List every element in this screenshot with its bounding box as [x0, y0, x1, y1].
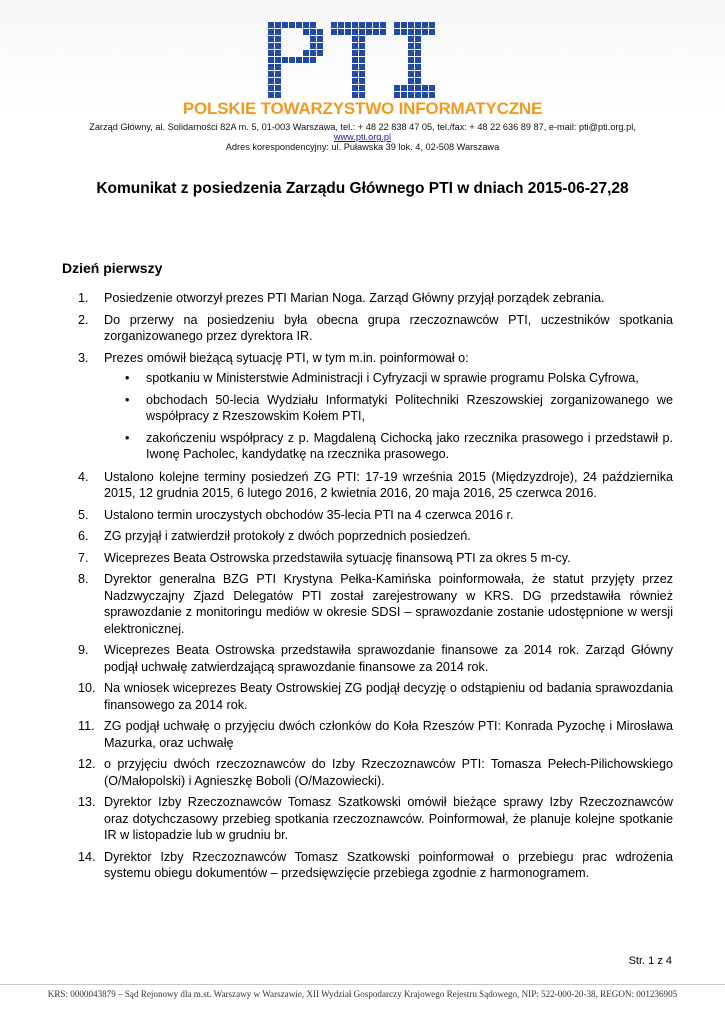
- logo-pixel: [352, 92, 358, 98]
- logo-pixel: [317, 50, 323, 56]
- logo-pixel: [429, 92, 435, 98]
- footer-registration: KRS: 0000043879 – Sąd Rejonowy dla m.st. Warszawy w Warszawie, XII Wydział Gospodarczy Krajowego Rejestru Sądowego, NIP: 522-000-20-38, REGON: 001236905: [47, 989, 678, 999]
- logo-pixel: [275, 85, 281, 91]
- logo-pixel: [268, 57, 274, 63]
- logo-pixel: [415, 85, 421, 91]
- logo-pixel: [359, 64, 365, 70]
- logo-pixel: [401, 22, 407, 28]
- logo-pixel: [310, 22, 316, 28]
- logo-pixel: [310, 36, 316, 42]
- organization-name: POLSKIE TOWARZYSTWO INFORMATYCZNE: [182, 99, 543, 118]
- logo-pixel: [359, 78, 365, 84]
- logo-pixel: [408, 50, 414, 56]
- sub-item-text: spotkaniu w Ministerstwie Administracji i Cyfryzacji w sprawie programu Polska Cyfrowa,: [146, 371, 639, 385]
- item-text: o przyjęciu dwóch rzeczoznawców do Izby Rzeczoznawców PTI: Tomasza Pełech-Pilichowskiego (O/Małopolski) i Agnieszkę Boboli (O/Mazowiecki).: [104, 757, 673, 788]
- list-item: [78, 794, 673, 844]
- logo-pixel: [352, 57, 358, 63]
- logo-pixel: [275, 92, 281, 98]
- logo-pixel: [289, 22, 295, 28]
- list-item: [78, 680, 673, 713]
- list-item: [78, 718, 673, 751]
- logo-pixel: [408, 43, 414, 49]
- logo-pixel: [352, 71, 358, 77]
- logo-pixel: [422, 85, 428, 91]
- logo-pixel: [303, 29, 309, 35]
- logo-pixel: [366, 29, 372, 35]
- logo-pixel: [422, 92, 428, 98]
- page-number: Str. 1 z 4: [628, 955, 672, 967]
- logo-pixel: [415, 50, 421, 56]
- item-number: 5.: [78, 507, 89, 522]
- logo-pixel: [296, 57, 302, 63]
- logo-pixel: [415, 57, 421, 63]
- logo-pixel: [394, 92, 400, 98]
- logo-pixel: [268, 85, 274, 91]
- logo-pixel: [415, 43, 421, 49]
- item-text: Dyrektor Izby Rzeczoznawców Tomasz Szatkowski omówił bieżące sprawy Izby Rzeczoznawców oraz dotychczasowy przebieg spotkania rzeczoznawców. Poinformował, że planuje kolejne spotkanie IR w listopadzie lub w grudniu br.: [104, 795, 673, 842]
- logo-pixel: [289, 57, 295, 63]
- logo-pixel: [275, 78, 281, 84]
- logo-pixel: [310, 29, 316, 35]
- logo-pixel: [422, 29, 428, 35]
- logo-pixel: [352, 64, 358, 70]
- logo-pixel: [408, 64, 414, 70]
- logo-pixel: [268, 71, 274, 77]
- logo-pixel: [394, 22, 400, 28]
- list-item: [78, 290, 673, 307]
- logo-pixel: [401, 29, 407, 35]
- logo-pixel: [303, 22, 309, 28]
- logo-pixel: [415, 78, 421, 84]
- logo-pixel: [359, 57, 365, 63]
- correspondence-address: Adres korespondencyjny: ul. Puławska 39 lok. 4, 02-508 Warszawa: [225, 142, 500, 152]
- logo-pixel: [352, 43, 358, 49]
- logo-pixel: [317, 29, 323, 35]
- item-text: ZG podjął uchwałę o przyjęciu dwóch członków do Koła Rzeszów PTI: Konrada Pyzochę i Mirosława Mazurka, oraz uchwałę: [104, 719, 673, 750]
- pti-logo: [268, 22, 458, 100]
- logo-pixel: [268, 36, 274, 42]
- sub-list-item: [78, 392, 673, 425]
- logo-pixel: [408, 36, 414, 42]
- item-text: Ustalono kolejne terminy posiedzeń ZG PTI: 17-19 września 2015 (Międzyzdroje), 24 października 2015, 12 grudnia 2015, 6 lutego 2016, 2 kwietnia 2016, 20 maja 2016, 25 czerwca 2016.: [104, 469, 673, 500]
- bullet: •: [125, 430, 130, 445]
- sub-item-text: zakończeniu współpracy z p. Magdaleną Cichocką jako rzecznika prasowego i przedstawił p. Iwonę Pacholec, kandydatkę na rzecznika prasowego.: [146, 430, 673, 461]
- logo-pixel: [373, 22, 379, 28]
- sub-list-item: [78, 430, 673, 463]
- logo-pixel: [282, 57, 288, 63]
- item-number: 12.: [78, 757, 96, 771]
- item-number: 3.: [78, 350, 89, 365]
- logo-pixel: [415, 22, 421, 28]
- logo-pixel: [352, 29, 358, 35]
- logo-pixel: [408, 71, 414, 77]
- item-number: 14.: [78, 849, 96, 864]
- logo-pixel: [359, 22, 365, 28]
- logo-pixel: [373, 29, 379, 35]
- logo-pixel: [415, 36, 421, 42]
- logo-pixel: [268, 78, 274, 84]
- logo-pixel: [275, 36, 281, 42]
- logo-pixel: [310, 43, 316, 49]
- item-number: 10.: [78, 681, 96, 695]
- item-text: Do przerwy na posiedzeniu była obecna grupa rzeczoznawców PTI, uczestników spotkania zorganizowanego przez dyrektora IR.: [104, 312, 673, 343]
- logo-pixel: [359, 85, 365, 91]
- bullet: •: [125, 392, 130, 407]
- logo-pixel: [408, 29, 414, 35]
- logo-pixel: [275, 43, 281, 49]
- item-number: 1.: [78, 291, 89, 305]
- logo-pixel: [338, 22, 344, 28]
- list-item: [78, 528, 673, 545]
- logo-pixel: [359, 36, 365, 42]
- document-title: Komunikat z posiedzenia Zarządu Głównego PTI w dniach 2015-06-27,28: [96, 180, 629, 197]
- list-item: [78, 469, 673, 502]
- website-link[interactable]: www.pti.org.pl: [333, 132, 392, 142]
- item-text: ZG przyjął i zatwierdził protokoły z dwóch poprzednich posiedzeń.: [104, 529, 471, 543]
- logo-pixel: [317, 43, 323, 49]
- logo-pixel: [422, 22, 428, 28]
- list-item: [78, 571, 673, 637]
- logo-pixel: [394, 85, 400, 91]
- logo-pixel: [296, 22, 302, 28]
- logo-pixel: [408, 22, 414, 28]
- logo-pixel: [401, 85, 407, 91]
- logo-pixel: [366, 22, 372, 28]
- item-number: 7.: [78, 550, 89, 565]
- logo-pixel: [415, 92, 421, 98]
- logo-pixel: [415, 64, 421, 70]
- logo-pixel: [275, 71, 281, 77]
- list-item: [78, 642, 673, 675]
- logo-pixel: [359, 29, 365, 35]
- item-text: Wiceprezes Beata Ostrowska przedstawiła sprawozdanie finansowe za 2014 rok. Zarząd Główny podjął uchwałę zatwierdzającą sprawozdanie finansowe za 2014 rok.: [104, 643, 673, 674]
- list-item: [78, 312, 673, 345]
- website-line: [0, 132, 725, 142]
- item-number: 8.: [78, 572, 89, 586]
- logo-pixel: [268, 22, 274, 28]
- logo-pixel: [352, 36, 358, 42]
- item-number: 6.: [78, 529, 89, 543]
- logo-pixel: [275, 57, 281, 63]
- logo-pixel: [429, 85, 435, 91]
- logo-pixel: [359, 92, 365, 98]
- logo-pixel: [408, 57, 414, 63]
- logo-pixel: [268, 92, 274, 98]
- item-number: 11.: [78, 719, 95, 733]
- list-item: [78, 507, 673, 524]
- logo-pixel: [310, 57, 316, 63]
- logo-pixel: [359, 43, 365, 49]
- logo-pixel: [352, 22, 358, 28]
- logo-pixel: [275, 50, 281, 56]
- item-number: 13.: [78, 795, 96, 809]
- list-item: [78, 350, 673, 367]
- section-heading: Dzień pierwszy: [62, 260, 163, 276]
- logo-pixel: [303, 50, 309, 56]
- logo-pixel: [408, 92, 414, 98]
- logo-pixel: [268, 50, 274, 56]
- logo-pixel: [408, 78, 414, 84]
- address-line: Zarząd Główny, al. Solidarności 82A m. 5, 01-003 Warszawa, tel.: + 48 22 838 47 05, tel./fax: + 48 22 636 89 87, e-mail: pti@pti.org.pl,: [89, 122, 636, 132]
- item-text: Na wniosek wiceprezes Beaty Ostrowskiej ZG podjął decyzję o odstąpieniu od badania sprawozdania finansowego za 2014 rok.: [104, 681, 673, 712]
- sub-item-text: obchodach 50-lecia Wydziału Informatyki Politechniki Rzeszowskiej zorganizowanego we współpracy z Rzeszowskim Kołem PTI,: [146, 392, 673, 423]
- logo-pixel: [359, 50, 365, 56]
- sub-list-item: [78, 370, 673, 387]
- logo-pixel: [380, 22, 386, 28]
- logo-pixel: [268, 43, 274, 49]
- logo-pixel: [338, 29, 344, 35]
- logo-pixel: [303, 57, 309, 63]
- item-number: 4.: [78, 469, 89, 484]
- logo-pixel: [352, 78, 358, 84]
- logo-pixel: [352, 85, 358, 91]
- logo-pixel: [268, 29, 274, 35]
- logo-pixel: [275, 29, 281, 35]
- logo-pixel: [380, 29, 386, 35]
- item-text: Prezes omówił bieżącą sytuację PTI, w tym m.in. poinformował o:: [104, 350, 469, 365]
- item-number: 2.: [78, 312, 89, 327]
- logo-pixel: [415, 29, 421, 35]
- logo-pixel: [359, 71, 365, 77]
- item-text: Dyrektor generalna BZG PTI Krystyna Pełka-Kamińska poinformowała, że statut przyjęty przez Nadzwyczajny Zjazd Delegatów PTI został zarejestrowany w KRS. DG przedstawiła również sprawozdanie z monitoringu mediów w okresie SDSI – sprawozdanie zostanie udostępnione w wersji elektronicznej.: [104, 572, 673, 636]
- logo-pixel: [317, 36, 323, 42]
- footer-divider: [0, 984, 725, 985]
- item-text: Dyrektor Izby Rzeczoznawców Tomasz Szatkowski poinformował o przebiegu prac wdrożenia systemu obiegu dokumentów – przedsięwzięcie przebiega zgodnie z harmonogramem.: [104, 849, 673, 880]
- item-text: Ustalono termin uroczystych obchodów 35-lecia PTI na 4 czerwca 2016 r.: [104, 507, 514, 522]
- item-number: 9.: [78, 643, 89, 657]
- item-text: Posiedzenie otworzył prezes PTI Marian Noga. Zarząd Główny przyjął porządek zebrania.: [104, 291, 605, 305]
- logo-pixel: [275, 64, 281, 70]
- logo-pixel: [352, 50, 358, 56]
- logo-pixel: [345, 29, 351, 35]
- logo-pixel: [331, 29, 337, 35]
- logo-pixel: [401, 92, 407, 98]
- logo-pixel: [429, 22, 435, 28]
- logo-pixel: [331, 22, 337, 28]
- logo-pixel: [345, 22, 351, 28]
- item-text: Wiceprezes Beata Ostrowska przedstawiła sytuację finansową PTI za okres 5 m-cy.: [104, 550, 571, 565]
- logo-pixel: [429, 29, 435, 35]
- logo-pixel: [394, 29, 400, 35]
- list-item: [78, 849, 673, 882]
- logo-pixel: [310, 50, 316, 56]
- logo-pixel: [282, 22, 288, 28]
- list-item: [78, 756, 673, 789]
- agenda-list: [78, 290, 673, 887]
- bullet: •: [125, 371, 130, 385]
- logo-pixel: [268, 64, 274, 70]
- logo-pixel: [408, 85, 414, 91]
- logo-pixel: [275, 22, 281, 28]
- list-item: [78, 550, 673, 567]
- logo-pixel: [415, 71, 421, 77]
